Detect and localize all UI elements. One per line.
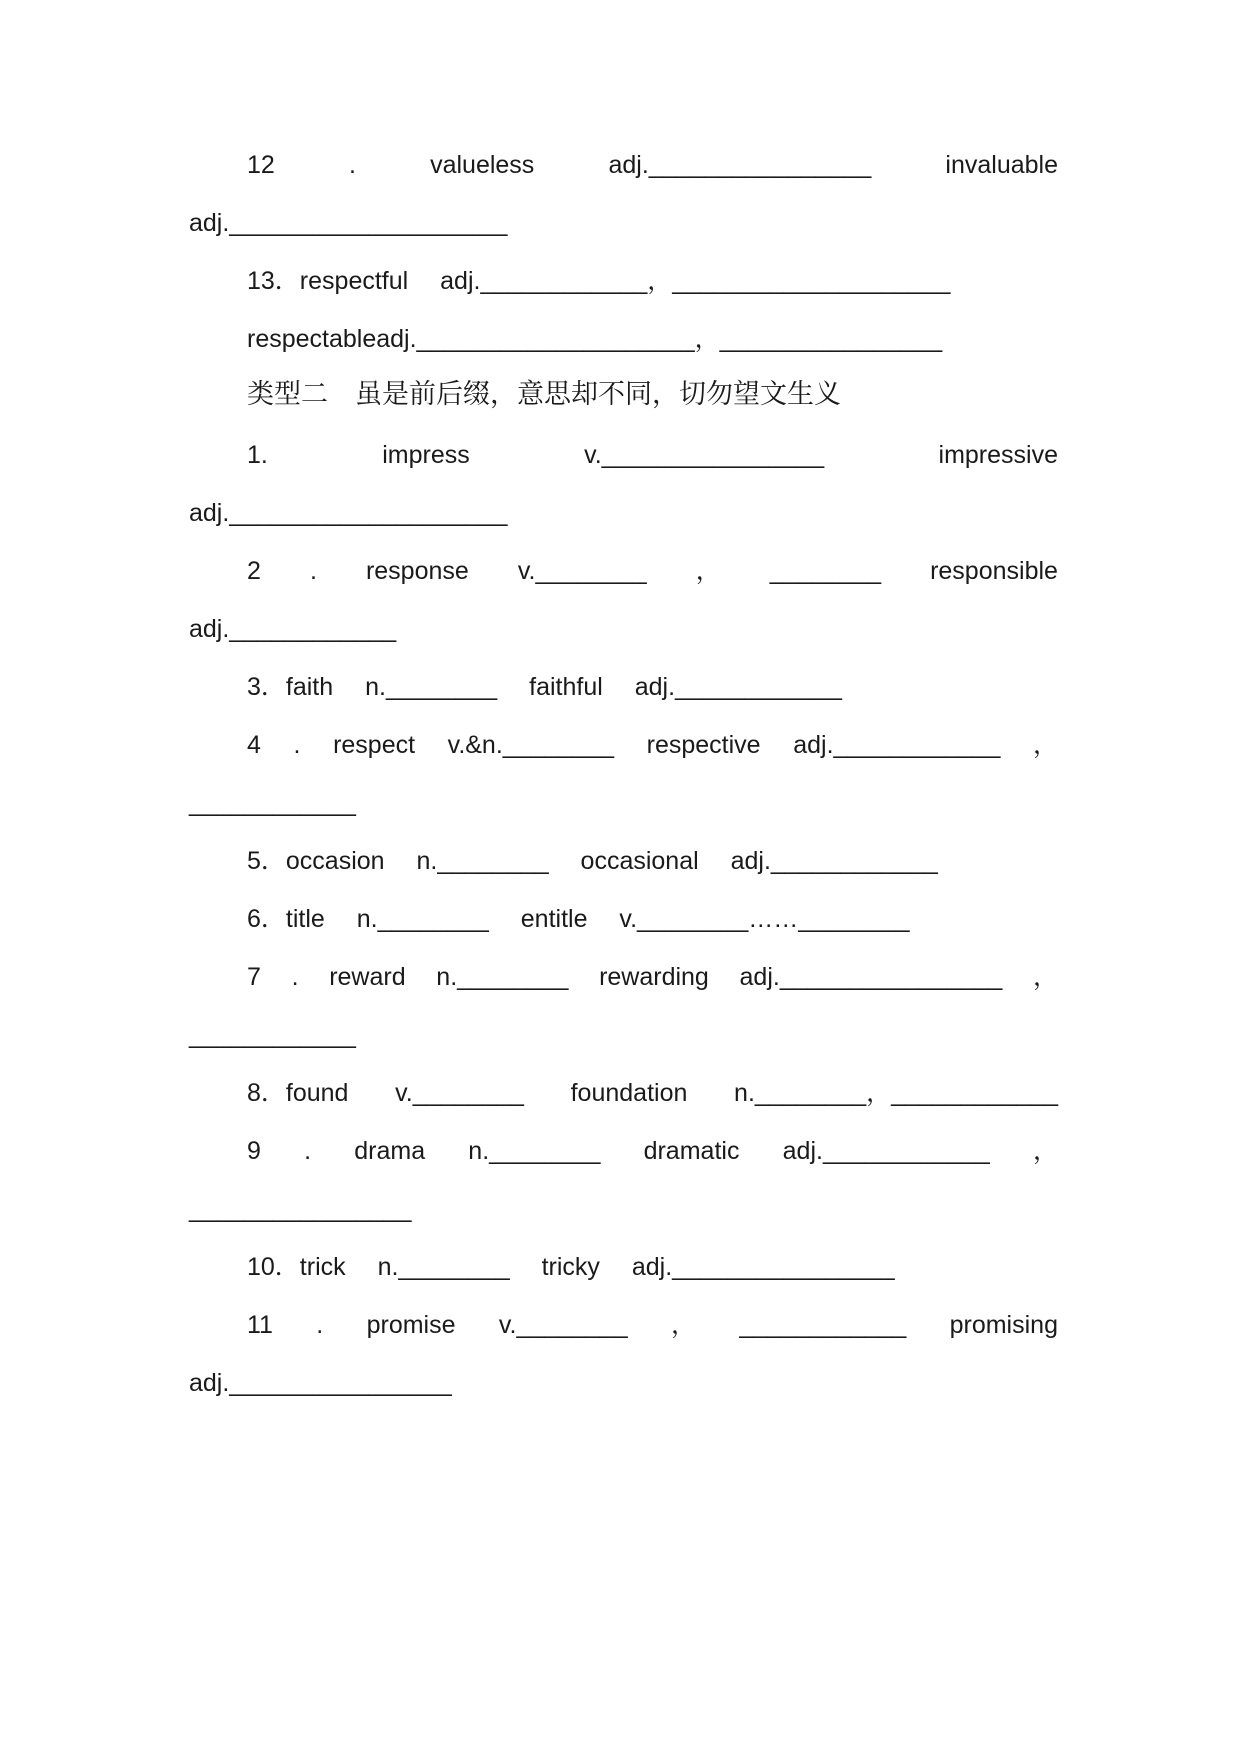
blank-field: adj.________________	[608, 151, 872, 179]
word: responsible	[930, 557, 1058, 585]
blank-field: n.________	[436, 963, 569, 991]
blank-field: n.________	[468, 1137, 601, 1165]
item-dot: .	[293, 731, 301, 759]
item-number: 12	[247, 151, 275, 179]
word: promising	[949, 1311, 1058, 1339]
comma: ，	[1032, 1137, 1058, 1165]
item-11-line	[247, 1309, 1058, 1341]
item-2-continuation: adj.____________	[189, 615, 397, 643]
blank-field: ________	[769, 557, 882, 585]
blank-field: v.________	[498, 1311, 628, 1339]
word: valueless	[430, 151, 535, 179]
item-9-continuation: ________________	[189, 1195, 412, 1223]
item-1-continuation: adj.____________________	[189, 499, 508, 527]
item-number: 1.	[247, 441, 268, 469]
item-5-line: 5．occasion n.________ occasional adj.____________	[247, 847, 938, 875]
item-dot: .	[304, 1137, 312, 1165]
item-number: 9	[247, 1137, 261, 1165]
comma: ，	[1032, 963, 1058, 991]
item-1-line	[247, 439, 1058, 471]
item-13-line: 13．respectful adj.____________，____________________	[247, 267, 951, 295]
word: impress	[382, 441, 470, 469]
item-number: 11	[247, 1311, 273, 1339]
item-12-line	[247, 149, 1058, 181]
blank-field: v.________________	[584, 441, 825, 469]
section-heading: 类型二 虽是前后缀，意思却不同，切勿望文生义	[247, 379, 841, 410]
item-13-continuation: respectableadj.____________________，________________	[247, 325, 943, 353]
blank-field: v.________	[517, 557, 647, 585]
item-9-line	[247, 1135, 1058, 1167]
item-4-continuation: ____________	[189, 789, 356, 817]
item-6-line: 6．title n.________ entitle v.________……________	[247, 905, 910, 933]
blank-field: v.&n.________	[447, 731, 615, 759]
blank-field: ____________	[739, 1311, 907, 1339]
word: impressive	[938, 441, 1058, 469]
word: dramatic	[643, 1137, 740, 1165]
word: rewarding	[599, 963, 709, 991]
item-dot: .	[309, 557, 317, 585]
blank-field: n.________，____________	[734, 1079, 1058, 1107]
word: reward	[329, 963, 406, 991]
item-2-line	[247, 555, 1058, 587]
word: respective	[646, 731, 761, 759]
item-8-line	[247, 1077, 1058, 1109]
item-7-line	[247, 961, 1058, 993]
item-11-continuation: adj.________________	[189, 1369, 452, 1397]
comma: ，	[1032, 731, 1058, 759]
item-number: 7	[247, 963, 261, 991]
blank-field: adj.________________	[739, 963, 1003, 991]
word: promise	[366, 1311, 456, 1339]
blank-field: v.________	[395, 1079, 524, 1107]
item-4-line	[247, 729, 1058, 761]
item-3-line: 3．faith n.________ faithful adj.____________	[247, 673, 842, 701]
blank-field: adj.____________	[793, 731, 1001, 759]
comma: ，	[671, 1311, 697, 1339]
item-12-continuation: adj.____________________	[189, 209, 508, 237]
word: foundation	[570, 1079, 688, 1107]
item-dot: .	[348, 151, 356, 179]
word: respect	[333, 731, 416, 759]
word: drama	[354, 1137, 426, 1165]
item-number: 4	[247, 731, 261, 759]
word: response	[365, 557, 469, 585]
blank-field: adj.____________	[782, 1137, 990, 1165]
item-dot: .	[316, 1311, 324, 1339]
word: invaluable	[945, 151, 1058, 179]
comma: ，	[695, 557, 721, 585]
item-7-continuation: ____________	[189, 1021, 356, 1049]
item-number: 2	[247, 557, 261, 585]
item-dot: .	[291, 963, 299, 991]
item-10-line: 10．trick n.________ tricky adj.________________	[247, 1253, 895, 1281]
word: 8．found	[247, 1079, 349, 1107]
